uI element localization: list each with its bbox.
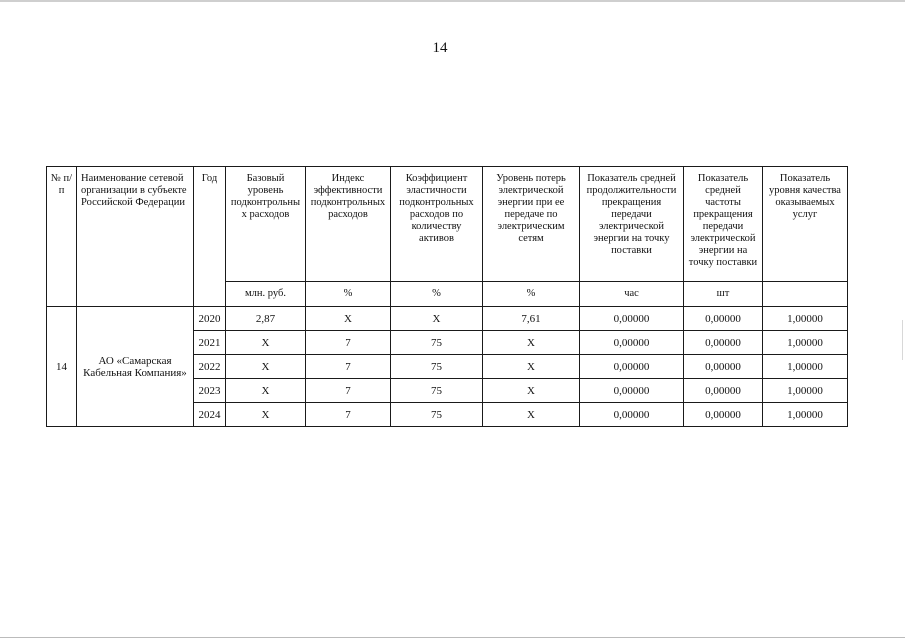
cell-service-quality: 1,00000 — [763, 331, 848, 355]
organization-name: АО «Самарская Кабельная Компания» — [77, 307, 194, 427]
cell-elasticity-coefficient: 75 — [391, 331, 483, 355]
cell-outage-duration: 0,00000 — [580, 403, 684, 427]
header-efficiency-index: Индекс эффективности подконтрольных расходов — [306, 167, 391, 282]
cell-loss-level: X — [483, 379, 580, 403]
cell-elasticity-coefficient: 75 — [391, 379, 483, 403]
cell-elasticity-coefficient: 75 — [391, 403, 483, 427]
cell-base-level: X — [226, 379, 306, 403]
unit-outage-frequency: шт — [684, 282, 763, 307]
header-row — [47, 167, 848, 282]
cell-base-level: 2,87 — [226, 307, 306, 331]
header-organization: Наименование сетевой организации в субъекте Российской Федерации — [77, 167, 194, 307]
unit-outage-duration: час — [580, 282, 684, 307]
cell-outage-duration: 0,00000 — [580, 355, 684, 379]
cell-service-quality: 1,00000 — [763, 379, 848, 403]
header-outage-duration: Показатель средней продолжительности прекращения передачи электрической энергии на точку поставки — [580, 167, 684, 282]
cell-year: 2020 — [194, 307, 226, 331]
cell-loss-level: X — [483, 355, 580, 379]
header-year: Год — [194, 167, 226, 307]
cell-outage-frequency: 0,00000 — [684, 403, 763, 427]
unit-elasticity-coefficient: % — [391, 282, 483, 307]
unit-service-quality — [763, 282, 848, 307]
unit-efficiency-index: % — [306, 282, 391, 307]
cell-year: 2023 — [194, 379, 226, 403]
cell-base-level: X — [226, 355, 306, 379]
cell-base-level: X — [226, 403, 306, 427]
cell-outage-duration: 0,00000 — [580, 331, 684, 355]
header-number: № п/п — [47, 167, 77, 307]
cell-outage-frequency: 0,00000 — [684, 331, 763, 355]
cell-efficiency-index: 7 — [306, 403, 391, 427]
tariff-parameters-table — [46, 166, 848, 427]
page-number: 14 — [432, 40, 448, 56]
cell-outage-duration: 0,00000 — [580, 307, 684, 331]
cell-elasticity-coefficient: X — [391, 307, 483, 331]
cell-outage-frequency: 0,00000 — [684, 307, 763, 331]
cell-service-quality: 1,00000 — [763, 307, 848, 331]
cell-loss-level: 7,61 — [483, 307, 580, 331]
cell-loss-level: X — [483, 331, 580, 355]
header-service-quality: Показатель уровня качества оказываемых услуг — [763, 167, 848, 282]
cell-efficiency-index: 7 — [306, 379, 391, 403]
cell-outage-frequency: 0,00000 — [684, 379, 763, 403]
cell-efficiency-index: X — [306, 307, 391, 331]
cell-outage-duration: 0,00000 — [580, 379, 684, 403]
header-base-level: Базовый уровень подконтрольны х расходов — [226, 167, 306, 282]
unit-loss-level: % — [483, 282, 580, 307]
scan-edge-bottom — [0, 637, 905, 638]
cell-efficiency-index: 7 — [306, 331, 391, 355]
table-row — [47, 307, 848, 331]
row-number: 14 — [47, 307, 77, 427]
cell-year: 2021 — [194, 331, 226, 355]
cell-elasticity-coefficient: 75 — [391, 355, 483, 379]
cell-loss-level: X — [483, 403, 580, 427]
header-loss-level: Уровень потерь электрической энергии при ее передаче по электрическим сетям — [483, 167, 580, 282]
header-elasticity-coefficient: Коэффициент эластичности подконтрольных расходов по количеству активов — [391, 167, 483, 282]
cell-year: 2022 — [194, 355, 226, 379]
unit-base-level: млн. руб. — [226, 282, 306, 307]
scan-edge-right — [902, 320, 903, 360]
scan-edge-top — [0, 0, 905, 2]
header-outage-frequency: Показатель средней частоты прекращения передачи электрической энергии на точку поставки — [684, 167, 763, 282]
cell-base-level: X — [226, 331, 306, 355]
cell-efficiency-index: 7 — [306, 355, 391, 379]
cell-service-quality: 1,00000 — [763, 403, 848, 427]
cell-service-quality: 1,00000 — [763, 355, 848, 379]
cell-outage-frequency: 0,00000 — [684, 355, 763, 379]
cell-year: 2024 — [194, 403, 226, 427]
